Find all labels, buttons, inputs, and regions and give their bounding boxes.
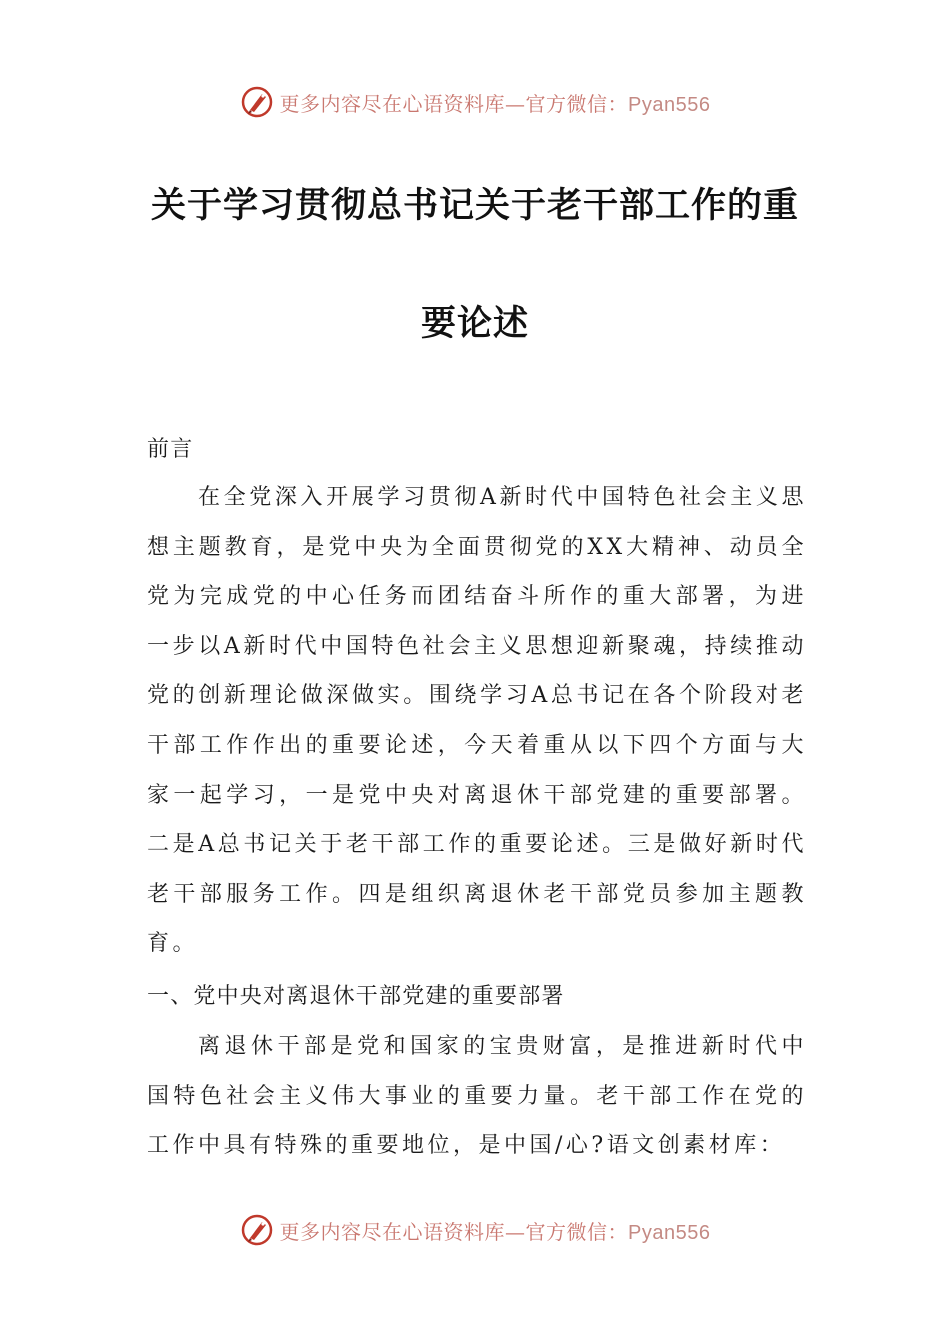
wechat-id: Pyan556 (628, 93, 711, 116)
preface-label: 前言 (147, 437, 194, 462)
section1-heading: 一、党中央对离退休干部党建的重要部署 (147, 984, 565, 1009)
wechat-id: Pyan556 (628, 1221, 711, 1244)
watermark-text: 更多内容尽在心语资料库—官方微信：Pyan556 (279, 1219, 711, 1244)
pen-nib-logo-icon (240, 85, 274, 119)
watermark-text: 更多内容尽在心语资料库—官方微信：Pyan556 (279, 91, 711, 116)
pen-nib-logo-icon (240, 1213, 274, 1247)
watermark-banner-top (0, 82, 950, 122)
watermark-banner-bottom (0, 1210, 950, 1250)
preface-paragraph: 在全党深入开展学习贯彻A新时代中国特色社会主义思想主题教育，是党中央为全面贯彻党的XX大精神、动员全党为完成党的中心任务而团结奋斗所作的重大部署，为进一步以A新时代中国特色社会主义思想迎新聚魂，持续推动党的创新理论做深做实。围绕学习A总书记在各个阶段对老干部工作作出的重要论述，今天着重从以下四个方面与大家一起学习，一是党中央对离退休干部党建的重要部署。二是A总书记关于老干部工作的重要论述。三是做好新时代老干部服务工作。四是组织离退休老干部党员参加主题教育。 (147, 485, 807, 957)
section1-paragraph: 离退休干部是党和国家的宝贵财富，是推进新时代中国特色社会主义伟大事业的重要力量。老干部工作在党的工作中具有特殊的重要地位，是中国/心?语文创素材库： (147, 1034, 807, 1159)
document-title-line1: 关于学习贯彻总书记关于老干部工作的重 (150, 186, 799, 226)
document-title-line2: 要论述 (420, 304, 529, 344)
